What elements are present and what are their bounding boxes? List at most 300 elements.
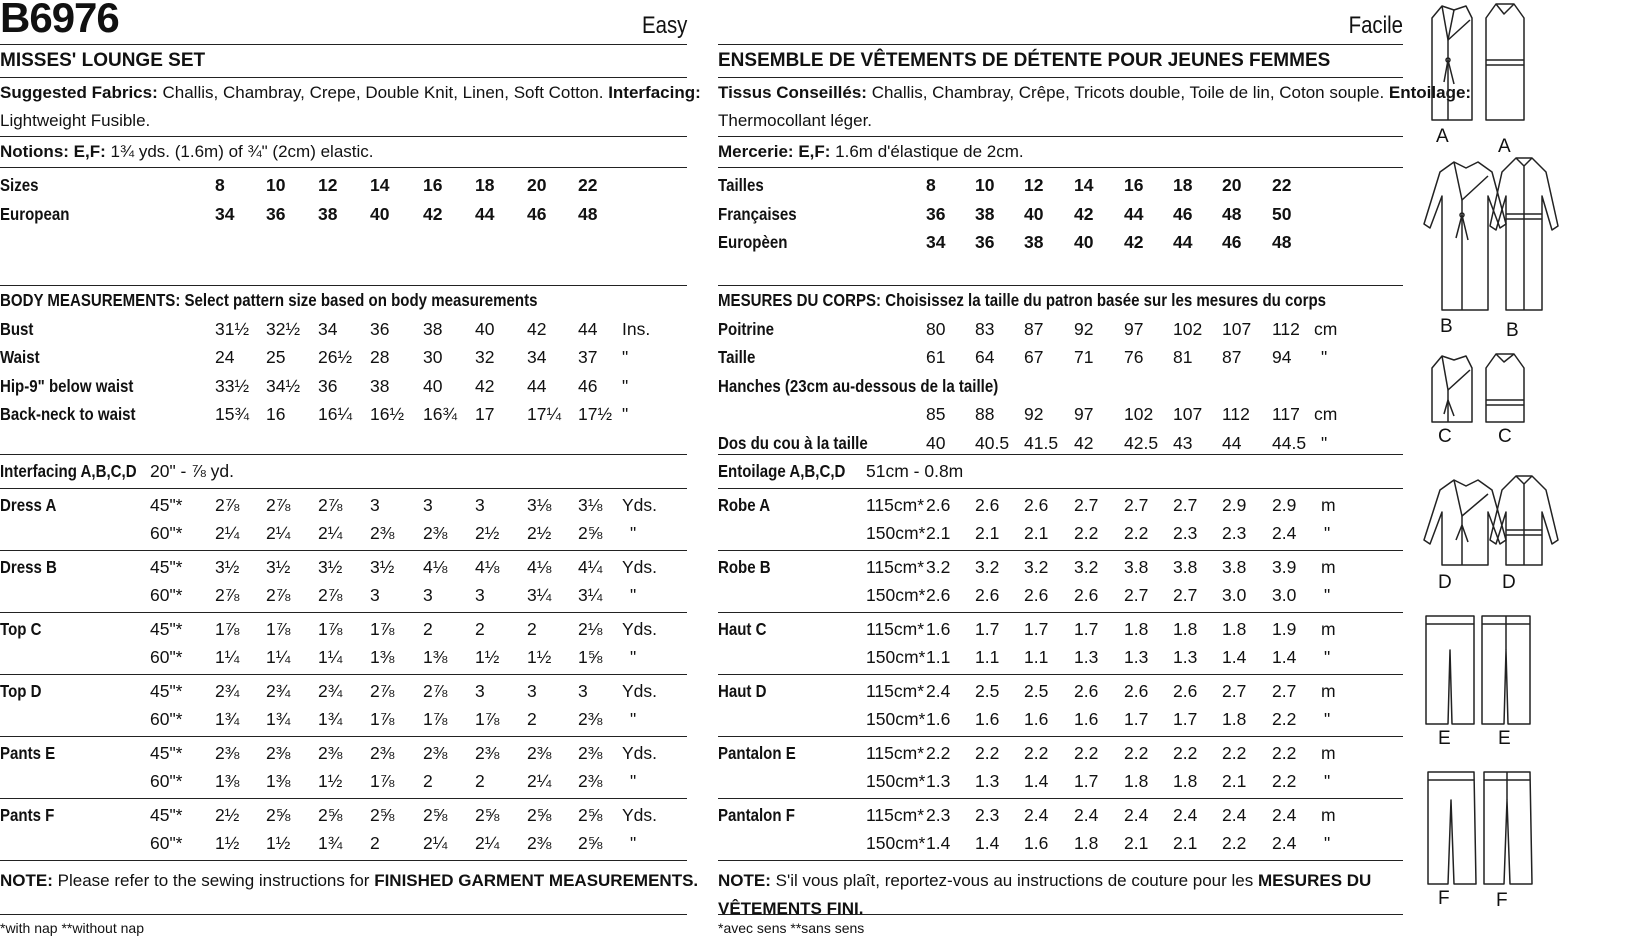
table-cell: 1½ bbox=[215, 833, 240, 853]
notions-label: Mercerie: E,F: bbox=[718, 142, 831, 161]
table-cell: 4¼ bbox=[578, 556, 603, 577]
table-cell: 1.8 bbox=[1124, 618, 1149, 639]
row-label: Hanches (23cm au-dessous de la taille) bbox=[718, 375, 999, 396]
table-cell: 18 bbox=[475, 175, 495, 195]
table-cell: 117 bbox=[1272, 404, 1300, 424]
table-cell: 48 bbox=[578, 203, 598, 224]
body-measurements-section bbox=[718, 286, 1403, 455]
table-cell: 2⅝ bbox=[527, 804, 552, 825]
fabric-row bbox=[0, 829, 687, 858]
interfacing-row bbox=[0, 457, 687, 486]
view-label: Pants F bbox=[0, 804, 55, 825]
table-cell: 42.5 bbox=[1124, 432, 1159, 453]
view-group bbox=[718, 551, 1403, 613]
pants-e-back-sketch bbox=[1482, 616, 1530, 724]
table-cell: 40 bbox=[370, 203, 390, 224]
row-label: Tailles bbox=[718, 175, 764, 195]
table-cell: 1.7 bbox=[975, 618, 1000, 639]
width-cell: 115cm* bbox=[866, 494, 925, 515]
fabric-row bbox=[718, 767, 1403, 796]
unit-cell: " bbox=[1324, 709, 1331, 729]
view-group bbox=[0, 489, 687, 551]
table-cell: 2⅜ bbox=[423, 742, 448, 763]
unit-cell: " bbox=[630, 523, 637, 543]
table-cell: 3.8 bbox=[1173, 556, 1198, 577]
table-cell: 34½ bbox=[266, 375, 301, 396]
fabric-row bbox=[718, 829, 1403, 858]
width-cell: 60"* bbox=[150, 647, 183, 667]
fabric-row bbox=[718, 705, 1403, 734]
table-cell: 40 bbox=[926, 432, 946, 453]
table-cell: 46 bbox=[1222, 232, 1242, 252]
table-cell: 87 bbox=[1222, 347, 1242, 367]
table-cell: 12 bbox=[1024, 175, 1044, 195]
table-cell: 1¾ bbox=[318, 833, 343, 853]
table-cell: 2.2 bbox=[1222, 742, 1247, 763]
table-cell: 37 bbox=[578, 347, 598, 367]
table-cell: 3⅛ bbox=[527, 494, 552, 515]
table-cell: 97 bbox=[1124, 318, 1144, 339]
unit-cell: m bbox=[1321, 618, 1336, 639]
table-cell: 2.4 bbox=[1272, 523, 1297, 543]
table-cell: 3 bbox=[475, 585, 485, 605]
header bbox=[0, 0, 687, 45]
table-cell: 2½ bbox=[215, 804, 240, 825]
table-cell: 2.2 bbox=[1024, 742, 1049, 763]
table-cell: 1¾ bbox=[318, 709, 343, 729]
unit-cell: " bbox=[1324, 833, 1331, 853]
fabrics-text: Challis, Chambray, Crepe, Double Knit, Linen, Soft Cotton. bbox=[162, 83, 604, 102]
table-cell: 18 bbox=[1173, 175, 1193, 195]
table-cell: 3.0 bbox=[1222, 585, 1247, 605]
table-cell: 2.6 bbox=[1173, 680, 1198, 701]
table-cell: 1.7 bbox=[1074, 771, 1099, 791]
table-cell: 2.1 bbox=[1222, 771, 1247, 791]
table-cell: 46 bbox=[578, 375, 598, 396]
table-cell: 2⅜ bbox=[266, 742, 291, 763]
table-cell: 102 bbox=[1124, 404, 1154, 424]
table-cell: 2.3 bbox=[975, 804, 1000, 825]
note-text: Please refer to the sewing instructions for bbox=[57, 870, 370, 890]
table-cell: 81 bbox=[1173, 347, 1193, 367]
table-cell: 1.4 bbox=[926, 833, 951, 853]
view-label: Haut C bbox=[718, 618, 767, 639]
table-cell: 14 bbox=[1074, 175, 1094, 195]
width-cell: 60"* bbox=[150, 771, 183, 791]
table-cell: 1⅜ bbox=[266, 771, 291, 791]
table-cell: 2⅜ bbox=[318, 742, 343, 763]
table-cell: 2⅜ bbox=[578, 771, 603, 791]
table-cell: 2⅞ bbox=[318, 585, 343, 605]
table-cell: 80 bbox=[926, 318, 946, 339]
note-text: S'il vous plaît, reportez-vous au instructions de couture pour les bbox=[775, 870, 1254, 890]
table-cell: 2.6 bbox=[975, 585, 1000, 605]
table-cell: 1.6 bbox=[1074, 709, 1099, 729]
table-cell: 76 bbox=[1124, 347, 1144, 367]
fabric-row bbox=[718, 739, 1403, 768]
table-cell: 2.1 bbox=[1173, 833, 1198, 853]
fabric-row bbox=[0, 677, 687, 706]
fabric-row bbox=[0, 491, 687, 520]
width-cell: 115cm* bbox=[866, 618, 925, 639]
view-group bbox=[718, 489, 1403, 551]
table-cell: 1.4 bbox=[1222, 647, 1247, 667]
table-cell: 1.7 bbox=[1173, 709, 1198, 729]
table-cell: 2.2 bbox=[1272, 771, 1297, 791]
table-cell: 12 bbox=[318, 175, 338, 195]
top-c-back-sketch bbox=[1486, 354, 1524, 422]
fabric-row bbox=[0, 519, 687, 548]
table-cell: 2.2 bbox=[1173, 742, 1198, 763]
unit-cell: m bbox=[1321, 742, 1336, 763]
table-cell: 2⅝ bbox=[370, 804, 395, 825]
view-group bbox=[0, 799, 687, 861]
table-cell: 1¼ bbox=[318, 647, 343, 667]
table-cell: 1⅞ bbox=[266, 618, 291, 639]
table-cell: 1.3 bbox=[1074, 647, 1099, 667]
table-cell: 34 bbox=[926, 232, 946, 252]
body-row bbox=[0, 343, 687, 372]
table-cell: 64 bbox=[975, 347, 995, 367]
view-label: Pants E bbox=[0, 742, 56, 763]
table-cell: 43 bbox=[1173, 432, 1193, 453]
table-cell: 2.6 bbox=[1074, 680, 1099, 701]
width-cell: 45"* bbox=[150, 618, 183, 639]
table-cell: 4⅛ bbox=[423, 556, 448, 577]
table-cell: 40 bbox=[423, 375, 443, 396]
table-cell: 48 bbox=[1222, 203, 1242, 224]
view-group bbox=[718, 613, 1403, 675]
view-group bbox=[718, 799, 1403, 861]
table-cell: 1½ bbox=[318, 771, 343, 791]
pattern-code: B6976 bbox=[0, 0, 119, 41]
table-cell: 1.8 bbox=[1222, 709, 1247, 729]
table-cell: 1.6 bbox=[1024, 833, 1049, 853]
table-cell: 3 bbox=[475, 680, 485, 701]
fabrics-label: Tissus Conseillés: bbox=[718, 83, 867, 102]
sizes-row bbox=[718, 171, 1403, 200]
table-cell: 112 bbox=[1272, 318, 1300, 339]
note-bold: FINISHED GARMENT MEASUREMENTS. bbox=[374, 870, 699, 890]
table-cell: 16¼ bbox=[318, 404, 353, 424]
body-row bbox=[718, 343, 1403, 372]
table-cell: 36 bbox=[926, 203, 946, 224]
table-cell: 1⅞ bbox=[215, 618, 240, 639]
footnote: *avec sens **sans sens bbox=[718, 920, 865, 936]
row-label: Dos du cou à la taille bbox=[718, 432, 868, 453]
sizes-row bbox=[0, 171, 687, 200]
body-measurements-section bbox=[0, 286, 687, 455]
unit-cell: Yds. bbox=[622, 804, 658, 825]
view-label: Dress B bbox=[0, 556, 57, 577]
width-cell: 60"* bbox=[150, 709, 183, 729]
fabrics-section bbox=[718, 78, 1472, 137]
table-cell: 1½ bbox=[266, 833, 291, 853]
table-cell: 1¼ bbox=[215, 647, 240, 667]
table-cell: 2.4 bbox=[1124, 804, 1149, 825]
table-cell: 2.7 bbox=[1272, 680, 1297, 701]
table-cell: 2.2 bbox=[975, 742, 1000, 763]
table-cell: 2⅜ bbox=[578, 709, 603, 729]
row-label: European bbox=[0, 203, 70, 224]
width-cell: 60"* bbox=[150, 585, 183, 605]
view-label: Robe B bbox=[718, 556, 771, 577]
row-label: Bust bbox=[0, 318, 34, 339]
table-cell: 10 bbox=[266, 175, 286, 195]
unit-cell: " bbox=[622, 404, 629, 424]
table-cell: 44 bbox=[527, 375, 547, 396]
table-cell: 2.5 bbox=[975, 680, 1000, 701]
table-cell: 1.7 bbox=[1074, 618, 1099, 639]
table-cell: 88 bbox=[975, 404, 995, 424]
table-cell: 3½ bbox=[266, 556, 291, 577]
table-cell: 1.3 bbox=[975, 771, 1000, 791]
unit-cell: Yds. bbox=[622, 556, 658, 577]
width-cell: 115cm* bbox=[866, 742, 925, 763]
notions-text: 1.6m d'élastique de 2cm. bbox=[835, 142, 1024, 161]
table-cell: 2.7 bbox=[1173, 494, 1198, 515]
table-cell: 3 bbox=[370, 585, 380, 605]
table-cell: 2.6 bbox=[926, 494, 951, 515]
table-cell: 2⅝ bbox=[578, 804, 603, 825]
width-cell: 150cm* bbox=[866, 833, 926, 853]
table-cell: 2.9 bbox=[1272, 494, 1297, 515]
notions-text: 1¾ yds. (1.6m) of ¾" (2cm) elastic. bbox=[110, 142, 374, 161]
unit-cell: cm bbox=[1314, 404, 1338, 424]
unit-cell: " bbox=[630, 585, 637, 605]
table-cell: 1.8 bbox=[1173, 771, 1198, 791]
view-label: Robe A bbox=[718, 494, 771, 515]
note-bold: MESURES DU VÊTEMENTS FINI. bbox=[718, 870, 1372, 918]
table-cell: 2¼ bbox=[266, 523, 291, 543]
table-cell: 1.8 bbox=[1074, 833, 1099, 853]
dress-b-front-sketch bbox=[1424, 162, 1506, 310]
unit-cell: " bbox=[622, 375, 629, 396]
table-cell: 1.8 bbox=[1222, 618, 1247, 639]
notions-section bbox=[0, 137, 687, 168]
fabric-row bbox=[718, 643, 1403, 672]
section-title: MESURES DU CORPS: Choisissez la taille du patron basée sur les mesures du corps bbox=[718, 290, 1327, 310]
note-label: NOTE: bbox=[0, 870, 53, 890]
table-cell: 2⅜ bbox=[475, 742, 500, 763]
unit-cell: " bbox=[1321, 347, 1328, 367]
table-cell: 31½ bbox=[215, 318, 250, 339]
table-cell: 1.4 bbox=[975, 833, 1000, 853]
row-label: Waist bbox=[0, 347, 40, 367]
difficulty: Easy bbox=[641, 12, 687, 39]
table-cell: 3.2 bbox=[975, 556, 1000, 577]
table-cell: 2.6 bbox=[975, 494, 1000, 515]
table-cell: 16¾ bbox=[423, 404, 458, 424]
table-cell: 26½ bbox=[318, 347, 353, 367]
table-cell: 42 bbox=[423, 203, 443, 224]
width-cell: 115cm* bbox=[866, 804, 925, 825]
table-cell: 102 bbox=[1173, 318, 1203, 339]
table-cell: 2⅜ bbox=[370, 742, 395, 763]
table-cell: 83 bbox=[975, 318, 995, 339]
table-cell: 16 bbox=[1124, 175, 1144, 195]
table-cell: 1.8 bbox=[1173, 618, 1198, 639]
table-cell: 34 bbox=[318, 318, 338, 339]
row-label: Entoilage A,B,C,D bbox=[718, 461, 846, 481]
table-cell: 2¼ bbox=[475, 833, 500, 853]
dress-b-back-sketch bbox=[1490, 158, 1558, 310]
table-cell: 2.1 bbox=[1124, 833, 1149, 853]
table-cell: 40 bbox=[1074, 232, 1094, 252]
body-header bbox=[718, 286, 1403, 315]
table-cell: 2 bbox=[423, 771, 433, 791]
table-cell: 2.2 bbox=[1124, 523, 1149, 543]
table-cell: 8 bbox=[215, 175, 225, 195]
table-cell: 16 bbox=[266, 404, 286, 424]
fabric-row bbox=[0, 739, 687, 768]
table-cell: 1.4 bbox=[1272, 647, 1297, 667]
table-cell: 36 bbox=[266, 203, 286, 224]
table-cell: 16 bbox=[423, 175, 443, 195]
table-cell: 15¾ bbox=[215, 404, 250, 424]
table-cell: 1.3 bbox=[1173, 647, 1198, 667]
table-cell: 22 bbox=[1272, 175, 1292, 195]
unit-cell: " bbox=[630, 833, 637, 853]
table-cell: 2.2 bbox=[1074, 523, 1099, 543]
table-cell: 3¼ bbox=[578, 585, 603, 605]
table-cell: 1.7 bbox=[1024, 618, 1049, 639]
table-cell: 2¼ bbox=[423, 833, 448, 853]
fabric-requirements-section bbox=[0, 455, 687, 861]
table-cell: 36 bbox=[975, 232, 995, 252]
pants-e-front-sketch bbox=[1426, 616, 1474, 724]
table-cell: 2¾ bbox=[318, 680, 343, 701]
table-cell: 2⅞ bbox=[266, 494, 291, 515]
table-cell: 33½ bbox=[215, 375, 250, 396]
table-cell: 2.3 bbox=[1173, 523, 1198, 543]
table-cell: 3⅛ bbox=[578, 494, 603, 515]
sketch-label: D bbox=[1438, 572, 1452, 593]
width-cell: 115cm* bbox=[866, 556, 925, 577]
view-label: Pantalon E bbox=[718, 742, 796, 763]
table-cell: 2¼ bbox=[318, 523, 343, 543]
table-cell: 1⅞ bbox=[370, 771, 395, 791]
dress-a-front-sketch bbox=[1432, 6, 1472, 120]
table-cell: 112 bbox=[1222, 404, 1250, 424]
table-cell: 3.2 bbox=[926, 556, 951, 577]
table-cell: 38 bbox=[1024, 232, 1044, 252]
table-cell: 3½ bbox=[318, 556, 343, 577]
table-cell: 44 bbox=[1124, 203, 1144, 224]
footnote-divider bbox=[0, 914, 687, 915]
table-cell: 2.1 bbox=[926, 523, 951, 543]
table-cell: 2⅝ bbox=[475, 804, 500, 825]
table-cell: 2.7 bbox=[1124, 585, 1149, 605]
table-cell: 42 bbox=[1124, 232, 1144, 252]
table-cell: 34 bbox=[215, 203, 235, 224]
unit-cell: " bbox=[622, 347, 629, 367]
sizes-section bbox=[0, 168, 687, 286]
table-cell: 2 bbox=[527, 709, 537, 729]
sketch-label: E bbox=[1498, 728, 1511, 749]
unit-cell: " bbox=[1324, 523, 1331, 543]
row-label: Interfacing A,B,C,D bbox=[0, 461, 137, 481]
interfacing-row-group bbox=[0, 455, 687, 489]
table-cell: 1.7 bbox=[1124, 709, 1149, 729]
view-group bbox=[0, 551, 687, 613]
table-cell: 17 bbox=[475, 404, 495, 424]
interfacing-label: Interfacing: bbox=[608, 83, 701, 102]
table-cell: 17¼ bbox=[527, 404, 562, 424]
table-cell: 3 bbox=[578, 680, 588, 701]
table-cell: 3 bbox=[527, 680, 537, 701]
row-label: Hip-9" below waist bbox=[0, 375, 134, 396]
table-cell: 2.2 bbox=[1074, 742, 1099, 763]
table-cell: 20 bbox=[527, 175, 547, 195]
table-cell: 1⅞ bbox=[370, 618, 395, 639]
table-cell: 3.9 bbox=[1272, 556, 1297, 577]
width-cell: 45"* bbox=[150, 680, 183, 701]
fabric-row bbox=[718, 677, 1403, 706]
sketch-label: B bbox=[1506, 320, 1519, 341]
unit-cell: " bbox=[630, 771, 637, 791]
table-cell: 2⅝ bbox=[318, 804, 343, 825]
row-label: Taille bbox=[718, 347, 756, 367]
width-cell: 60"* bbox=[150, 523, 183, 543]
fabric-row bbox=[718, 581, 1403, 610]
table-cell: 1⅞ bbox=[475, 709, 500, 729]
table-cell: 34 bbox=[527, 347, 547, 367]
table-cell: 2⅞ bbox=[215, 494, 240, 515]
table-cell: 87 bbox=[1024, 318, 1044, 339]
fabric-row bbox=[0, 643, 687, 672]
table-cell: 2.4 bbox=[1024, 804, 1049, 825]
unit-cell: " bbox=[1321, 432, 1328, 453]
unit-cell: Yds. bbox=[622, 494, 658, 515]
pants-f-back-sketch bbox=[1484, 772, 1532, 884]
table-cell: 2.2 bbox=[1222, 833, 1247, 853]
table-cell: 1⅞ bbox=[370, 709, 395, 729]
back-row bbox=[718, 429, 1403, 458]
table-cell: 1½ bbox=[475, 647, 500, 667]
table-cell: 2 bbox=[423, 618, 433, 639]
table-cell: 1⅜ bbox=[423, 647, 448, 667]
fabrics-text: Challis, Chambray, Crêpe, Tricots double, Toile de lin, Coton souple. bbox=[871, 83, 1385, 102]
interfacing-row-group bbox=[718, 455, 1403, 489]
body-row bbox=[0, 372, 687, 401]
table-cell: 2¾ bbox=[266, 680, 291, 701]
table-cell: 2.7 bbox=[1173, 585, 1198, 605]
width-cell: 45"* bbox=[150, 556, 183, 577]
unit-cell: " bbox=[630, 647, 637, 667]
unit-cell: Yds. bbox=[622, 742, 658, 763]
footnote: *with nap **without nap bbox=[0, 920, 144, 936]
table-cell: 2.7 bbox=[1124, 494, 1149, 515]
table-cell: 2⅞ bbox=[266, 585, 291, 605]
width-cell: 60"* bbox=[150, 833, 183, 853]
row-label: Back-neck to waist bbox=[0, 404, 136, 424]
table-cell: 17½ bbox=[578, 404, 613, 424]
table-cell: 2.3 bbox=[1222, 523, 1247, 543]
table-cell: 3.8 bbox=[1222, 556, 1247, 577]
view-group bbox=[0, 737, 687, 799]
unit-cell: " bbox=[1324, 771, 1331, 791]
table-cell: 1⅝ bbox=[578, 647, 603, 667]
view-group bbox=[718, 737, 1403, 799]
fabric-row bbox=[718, 519, 1403, 548]
notions-label: Notions: E,F: bbox=[0, 142, 106, 161]
width-cell: 45"* bbox=[150, 742, 183, 763]
table-cell: 30 bbox=[423, 347, 443, 367]
body-row bbox=[0, 400, 687, 429]
table-cell: 2.6 bbox=[1024, 494, 1049, 515]
table-cell: 42 bbox=[527, 318, 547, 339]
